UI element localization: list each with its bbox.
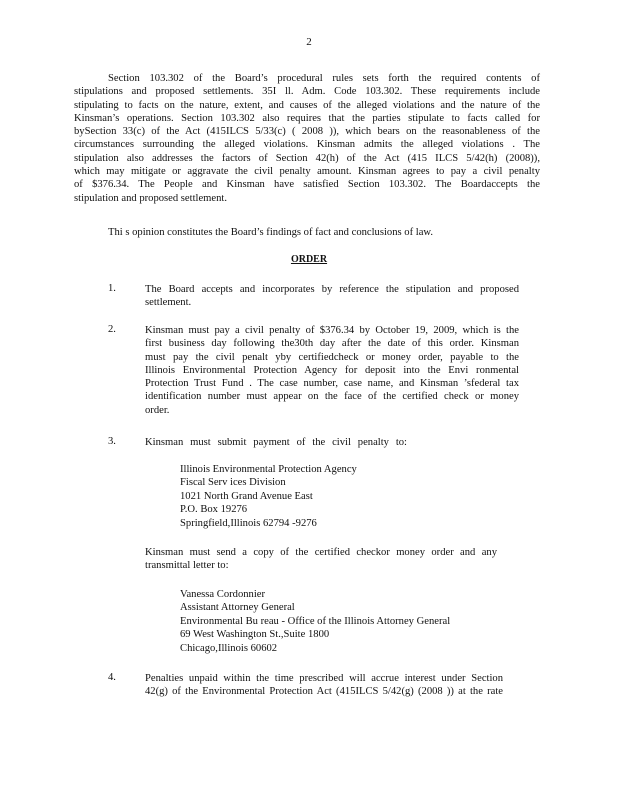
item-line: Penalties unpaid within the time prescribed will accrue interest under Section (145, 673, 503, 684)
item-line: first business day following the30th day after the date of this order. Kinsman (145, 338, 519, 350)
item-line: 42(g) of the Environmental Protection Act (415ILCS 5/42(g) (2008 )) at the rate (145, 686, 503, 698)
item-line: order. (145, 404, 170, 416)
paragraph-line: of $376.34. The People and Kinsman have satisfied Section 103.302. The Boardaccepts the (74, 179, 540, 191)
item-line: settlement. (145, 297, 192, 309)
paragraph-line: stipulation also addresses the factors of Section 42(h) of the Act (415 ILCS 5/42(h) (2008)), (74, 152, 540, 164)
item-text (145, 324, 519, 417)
paragraph-line: circumstances surrounding the alleged violations. Kinsman admits the alleged violations . The (74, 139, 540, 151)
address-line: Vanessa Cordonnier (180, 589, 266, 600)
item-number: 2. (108, 324, 116, 335)
paragraph-line: stipulations and proposed settlements. 35I ll. Adm. Code 103.302. These requirements include (74, 86, 540, 98)
item-line: Illinois Environmental Protection Agency for deposit into the Envi ronmental (145, 364, 519, 376)
item-number: 1. (108, 283, 116, 294)
item-line: must pay the civil penalt yby certifiedcheck or money order, payable to the (145, 351, 519, 363)
paragraph-line: which may mitigate or aggravate the civil penalty amount. Kinsman agrees to pay a civil penalty (74, 166, 540, 178)
item-text (145, 546, 497, 573)
opinion-paragraph (108, 226, 478, 239)
item-line: Kinsman must submit payment of the civil penalty to: (145, 437, 407, 448)
payment-address (180, 463, 357, 530)
item-line: Kinsman must pay a civil penalty of $376.34 by October 19, 2009, which is the (145, 325, 519, 336)
address-line: P.O. Box 19276 (180, 504, 248, 516)
paragraph-line: bySection 33(c) of the Act (415ILCS 5/33(c) ( 2008 )), which bears on the reasonableness of the (74, 126, 540, 138)
item-line: transmittal letter to: (145, 560, 229, 572)
opinion-sentence: Thi s opinion constitutes the Board’s findings of fact and conclusions of law. (108, 227, 434, 238)
address-line: Environmental Bu reau - Office of the Illinois Attorney General (180, 615, 451, 627)
item-line: The Board accepts and incorporates by reference the stipulation and proposed (145, 284, 519, 295)
paragraph-line: stipulating to facts on the nature, extent, and causes of the alleged violations and the nature of the (74, 99, 540, 111)
item-line: Kinsman must send a copy of the certified checkor money order and any (145, 547, 497, 558)
intro-paragraph (74, 72, 540, 205)
item-number: 3. (108, 436, 116, 447)
item-line: identification number must appear on the face of the certified check or money (145, 391, 519, 403)
address-line: Fiscal Serv ices Division (180, 477, 286, 489)
item-text (145, 672, 503, 699)
paragraph-line: Section 103.302 of the Board’s procedural rules sets forth the required contents of (108, 73, 540, 84)
address-line: Chicago,Illinois 60602 (180, 642, 278, 654)
address-line: 1021 North Grand Avenue East (180, 490, 313, 502)
attorney-address (180, 588, 450, 655)
paragraph-line: Kinsman’s operations. Section 103.302 also requires that the parties stipulate to facts called for (74, 112, 540, 124)
paragraph-line: stipulation and proposed settlement. (74, 192, 227, 204)
item-text (145, 283, 519, 310)
address-line: Illinois Environmental Protection Agency (180, 464, 357, 475)
item-text (145, 436, 407, 449)
page-number: 2 (306, 36, 312, 48)
item-line: Protection Trust Fund . The case number, case name, and Kinsman ’sfederal tax (145, 378, 519, 390)
address-line: 69 West Washington St.,Suite 1800 (180, 629, 330, 641)
address-line: Assistant Attorney General (180, 602, 295, 614)
address-line: Springfield,Illinois 62794 -9276 (180, 517, 317, 529)
order-heading: ORDER (290, 254, 328, 265)
item-number: 4. (108, 672, 116, 683)
